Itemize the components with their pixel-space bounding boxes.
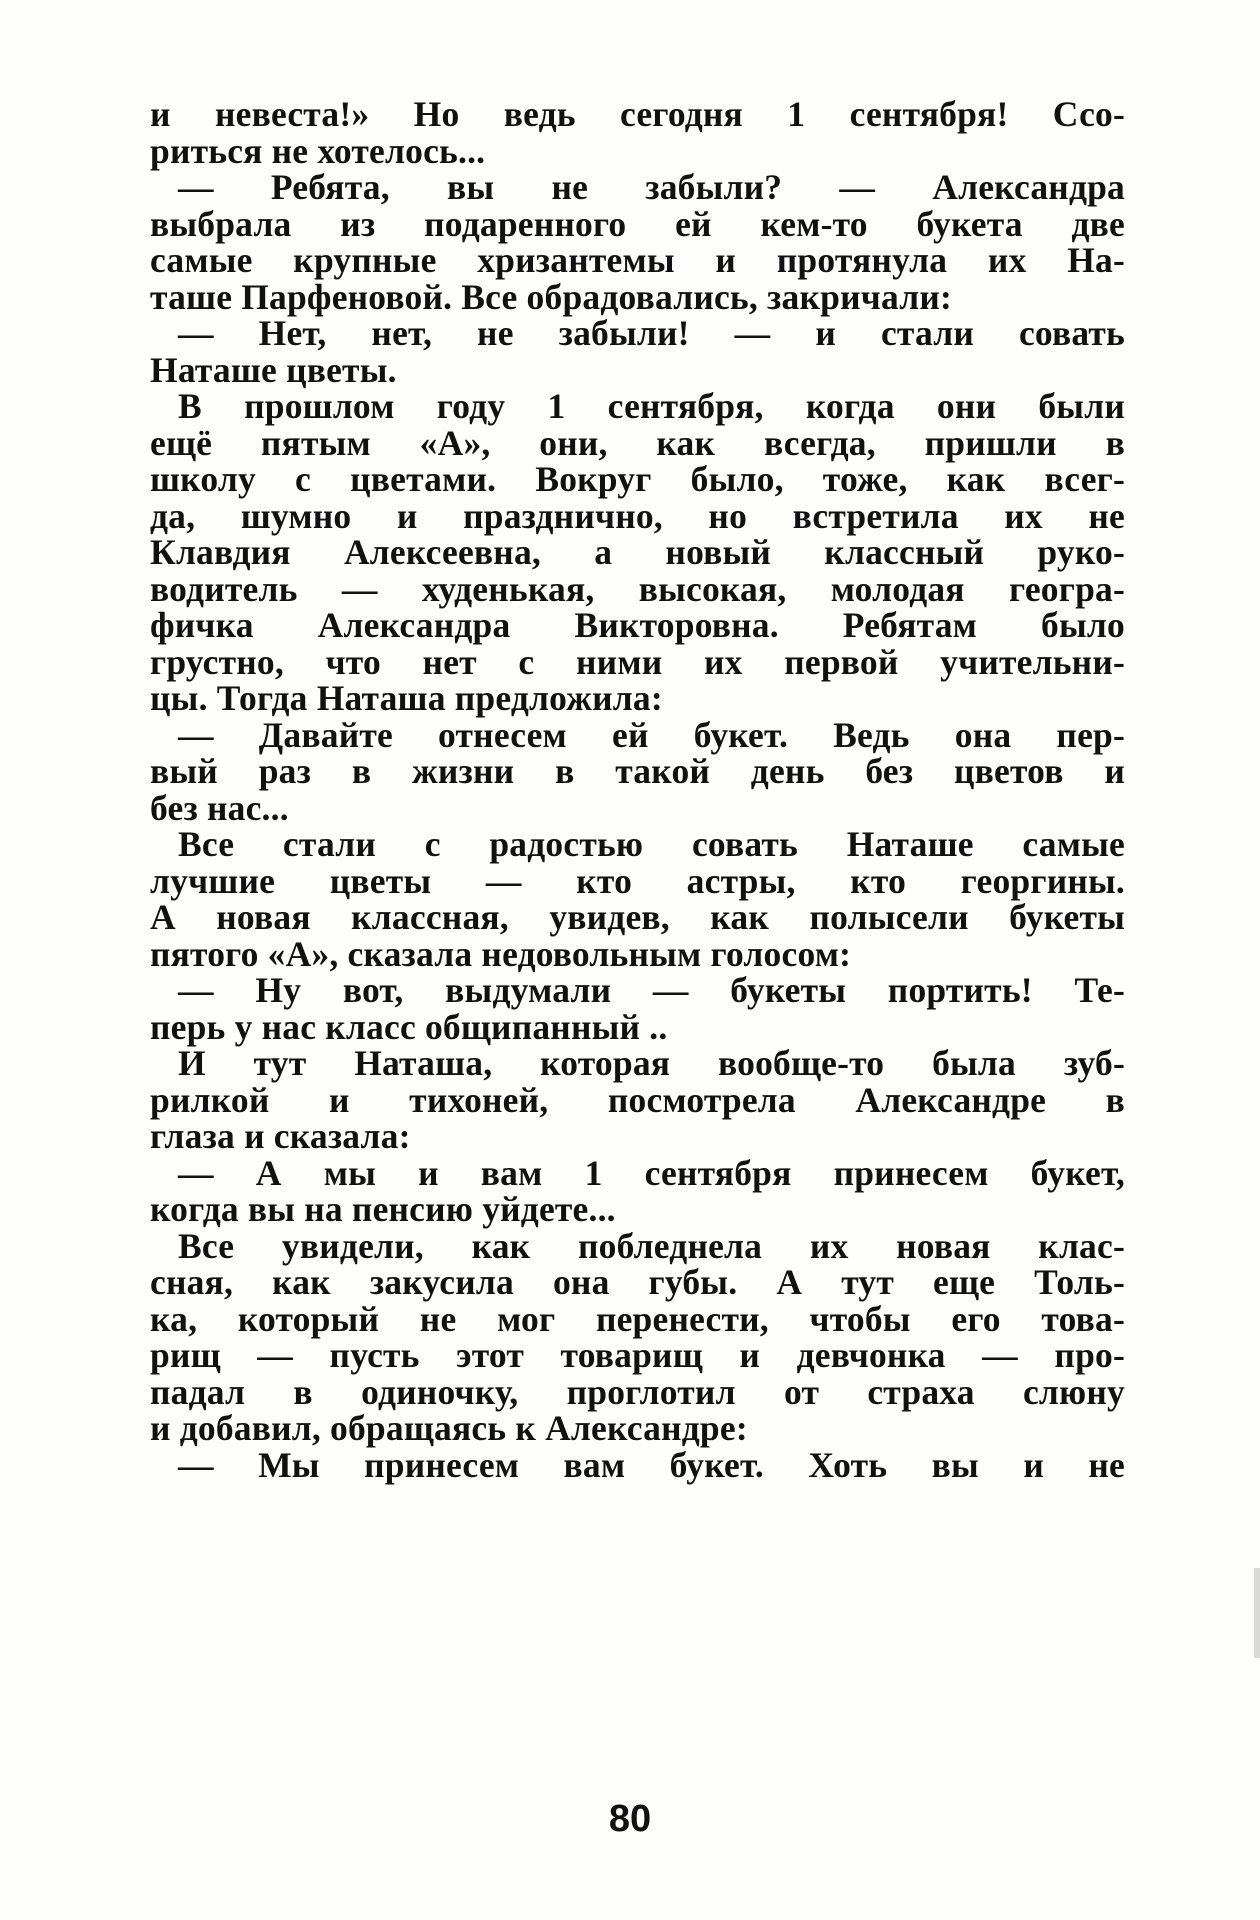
text-line: водитель — худенькая, высокая, молодая геогра- [150, 568, 1125, 609]
text-line: А новая классная, увидев, как полысели букеты [150, 897, 1125, 937]
text-line: — Давайте отнесем ей букет. Ведь она пер- [178, 714, 1125, 755]
text-line: когда вы на пенсию уйдете... [150, 1189, 616, 1229]
text-line: Наташе цветы. [150, 349, 397, 390]
text-line: лучшие цветы — кто астры, кто георгины. [150, 860, 1125, 901]
text-line: Клавдия Алексеевна, а новый классный руко- [150, 532, 1125, 572]
text-line: — Нет, нет, не забыли! — и стали совать [178, 313, 1125, 353]
text-line: — Ребята, вы не забыли? — Александра [178, 167, 1125, 207]
text-line: школу с цветами. Вокруг было, тоже, как всег- [150, 459, 1125, 499]
text-line: ка, который не мог перенести, чтобы его това- [150, 1298, 1125, 1339]
text-line: самые крупные хризантемы и протянула их На- [150, 240, 1125, 280]
text-line: фичка Александра Викторовна. Ребятам было [150, 605, 1125, 645]
scan-edge-mark [1254, 1568, 1260, 1658]
text-line: рилкой и тихоней, посмотрела Александре в [150, 1079, 1125, 1120]
text-line: Все увидели, как побледнела их новая клас- [178, 1225, 1125, 1266]
text-line: и добавил, обращаясь к Александре: [150, 1408, 748, 1448]
text-line: В прошлом году 1 сентября, когда они были [178, 386, 1125, 426]
text-line: грустно, что нет с ними их первой учительни- [150, 641, 1125, 682]
text-line: выбрала из подаренного ей кем-то букета две [150, 203, 1125, 244]
text-line: глаза и сказала: [150, 1116, 411, 1156]
text-line: — А мы и вам 1 сентября принесем букет, [178, 1152, 1125, 1193]
text-line: и невеста!» Но ведь сегодня 1 сентября! Ссо- [150, 94, 1125, 134]
text-line: падал в одиночку, проглотил от страха слюну [150, 1371, 1125, 1412]
text-line: риться не хотелось... [150, 130, 486, 171]
text-line: без нас... [150, 787, 289, 828]
text-line: пятого «А», сказала недовольным голосом: [150, 933, 852, 974]
text-line: цы. Тогда Наташа предложила: [150, 678, 663, 718]
text-line: вый раз в жизни в такой день без цветов и [150, 751, 1125, 791]
text-line: рищ — пусть этот товарищ и девчонка — про- [150, 1335, 1125, 1375]
text-line: таше Парфеновой. Все обрадовались, закричали: [150, 276, 952, 317]
text-line: да, шумно и празднично, но встретила их не [150, 495, 1125, 536]
text-line: сная, как закусила она губы. А тут еще Толь- [150, 1262, 1125, 1302]
text-line: перь у нас класс общипанный .. [150, 1006, 668, 1047]
page-number: 80 [608, 1798, 652, 1840]
text-line: Все стали с радостью совать Наташе самые [178, 824, 1125, 864]
text-line: И тут Наташа, которая вообще-то была зуб- [178, 1043, 1125, 1083]
text-line: — Ну вот, выдумали — букеты портить! Те- [178, 970, 1125, 1010]
text-line: — Мы принесем вам букет. Хоть вы и не [178, 1444, 1125, 1485]
text-line: ещё пятым «А», они, как всегда, пришли в [150, 422, 1125, 463]
